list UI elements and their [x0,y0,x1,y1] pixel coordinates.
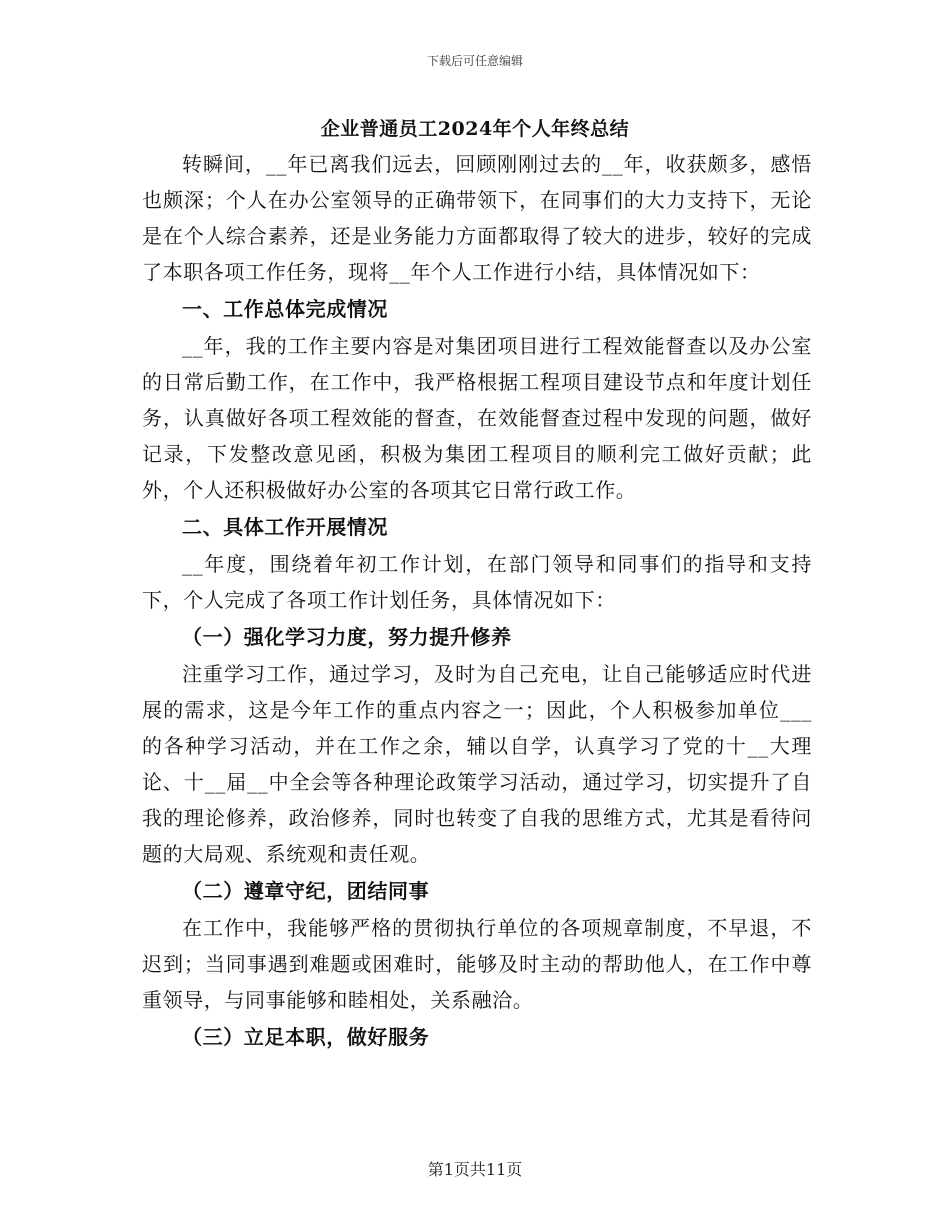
heading-subsection-2: （二）遵章守纪，团结同事 [182,879,430,903]
header-note: 下载后可任意编辑 [426,54,523,68]
paragraph-subsection-1: 注重学习工作，通过学习，及时为自己充电，让自己能够适应时代进展的需求，这是今年工作的重点内容之一；因此，个人积极参加单位___的各种学习活动，并在工作之余，辅以自学，认真学习了党的十__大理论、十__届__中全会等各种理论政策学习活动，通过学习，切实提升了自我的理论修养，政治修养，同时也转变了自我的思维方式，尤其是看待问题的大局观、系统观和责任观。 [142,662,812,866]
heading-subsection-1: （一）强化学习力度，努力提升修养 [182,625,512,649]
document-title: 企业普通员工2024年个人年终总结 [320,118,630,140]
page-number: 第1页共11页 [427,1160,523,1179]
document-body [142,146,812,1056]
heading-subsection-3: （三）立足本职，做好服务 [182,1025,430,1049]
paragraph-section-2: __年度，围绕着年初工作计划，在部门领导和同事们的指导和支持下，个人完成了各项工作计划任务，具体情况如下： [142,552,812,612]
paragraph-subsection-2: 在工作中，我能够严格的贯彻执行单位的各项规章制度，不早退，不迟到；当同事遇到难题或困难时，能够及时主动的帮助他人，在工作中尊重领导，与同事能够和睦相处，关系融洽。 [142,916,812,1012]
heading-section-2: 二、具体工作开展情况 [182,515,388,539]
heading-section-1: 一、工作总体完成情况 [182,297,388,321]
paragraph-section-1: __年，我的工作主要内容是对集团项目进行工程效能督查以及办公室的日常后勤工作，在工作中，我严格根据工程项目建设节点和年度计划任务，认真做好各项工程效能的督查，在效能督查过程中发现的问题，做好记录，下发整改意见函，积极为集团工程项目的顺利完工做好贡献；此外，个人还积极做好办公室的各项其它日常行政工作。 [142,334,812,502]
paragraph-intro: 转瞬间，__年已离我们远去，回顾刚刚过去的__年，收获颇多，感悟也颇深；个人在办公室领导的正确带领下，在同事们的大力支持下，无论是在个人综合素养，还是业务能力方面都取得了较大的进步，较好的完成了本职各项工作任务，现将__年个人工作进行小结，具体情况如下： [142,152,812,284]
